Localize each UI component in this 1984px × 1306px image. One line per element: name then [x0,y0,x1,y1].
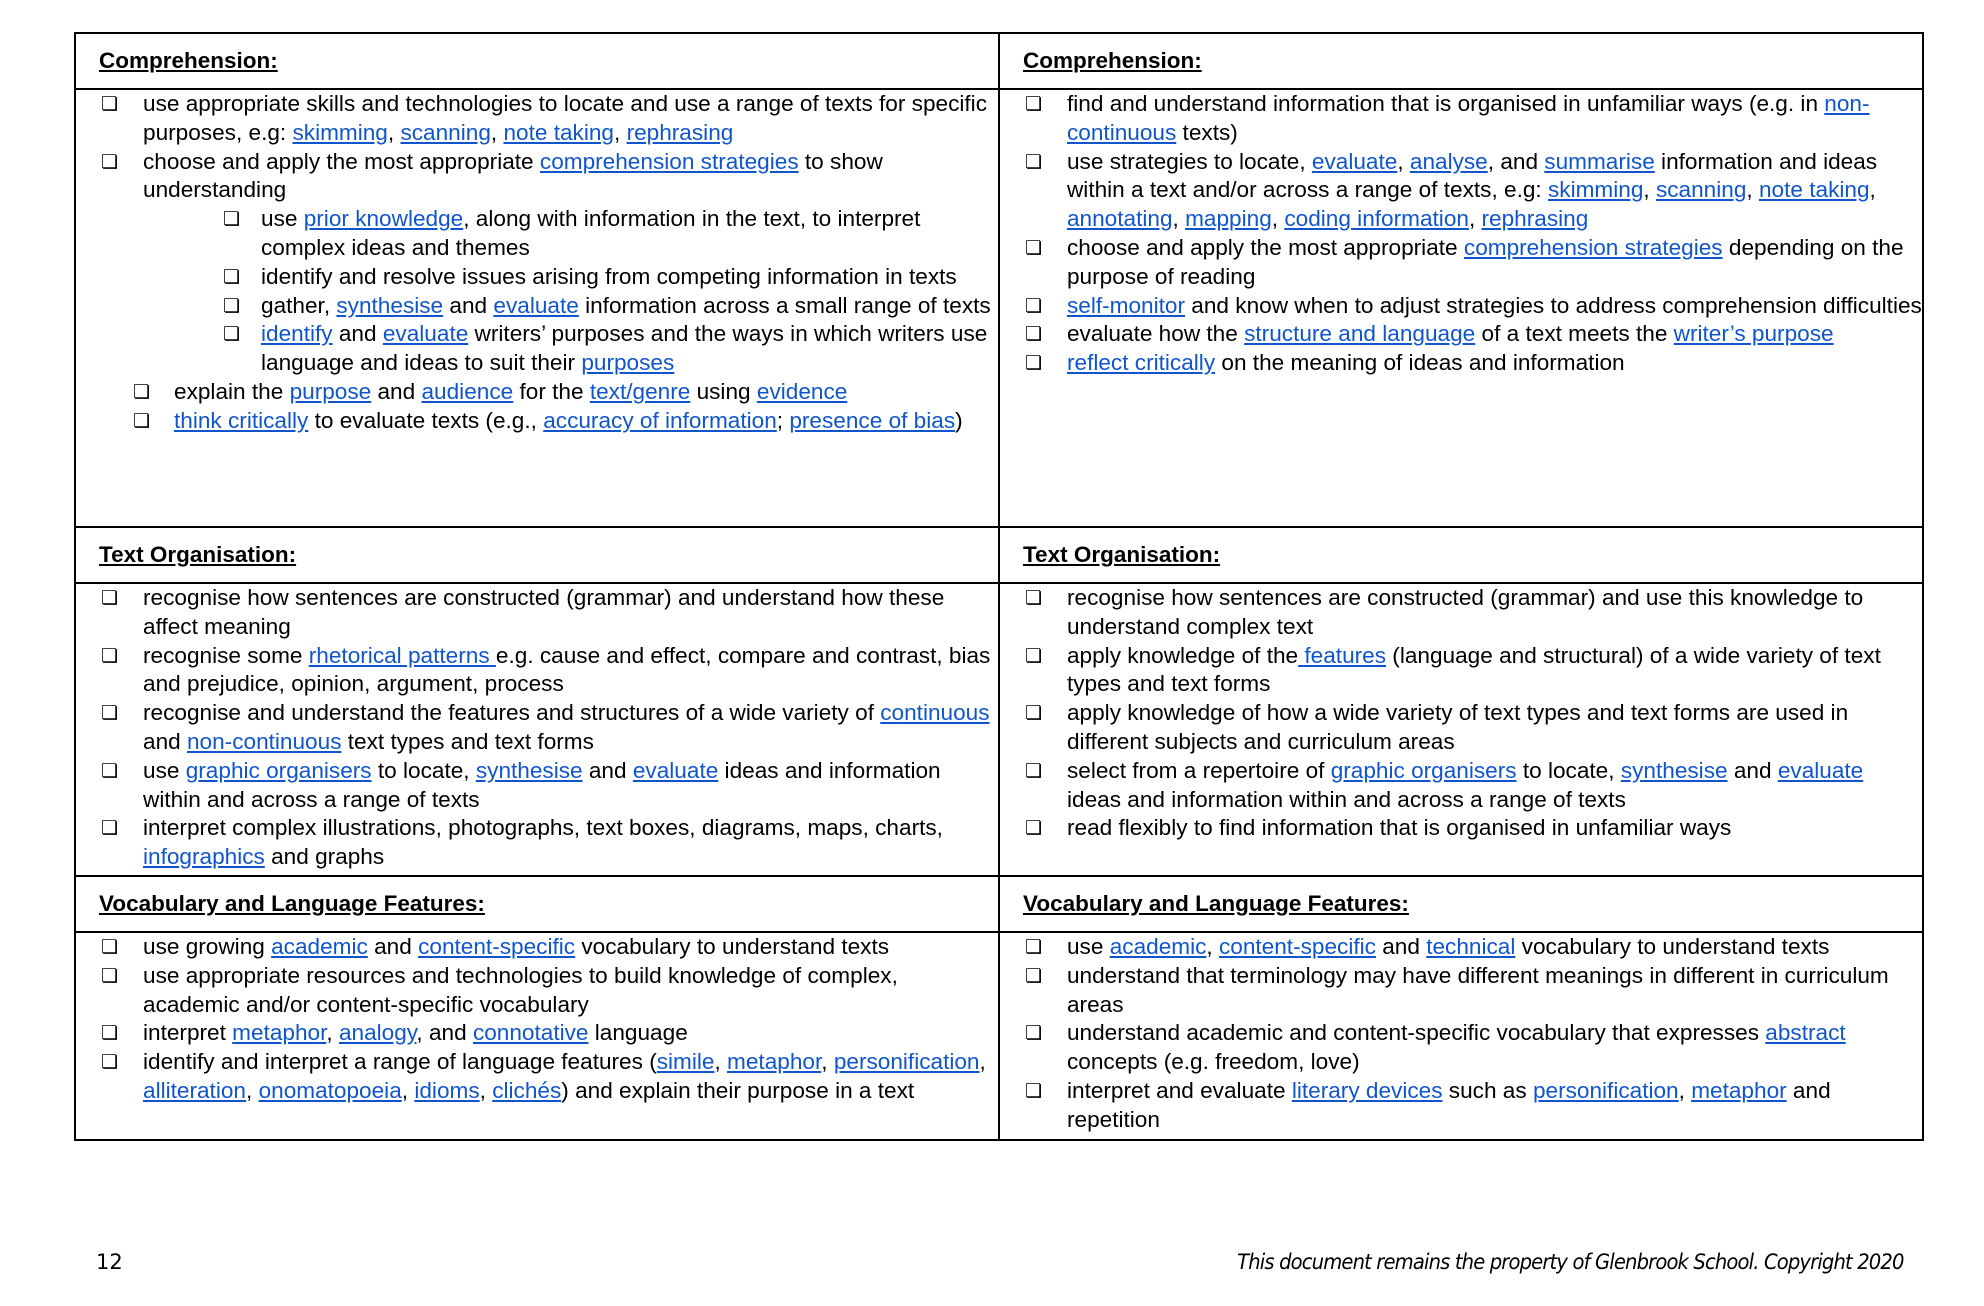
checklist-item [1000,933,1922,962]
item-text: , [1643,177,1656,203]
section-heading-comprehension-right: Comprehension: [1022,48,1202,73]
body-cell-left [75,89,999,527]
body-cell-right [999,932,1923,1140]
item-text: , [714,1049,728,1075]
checkbox-bullet-icon: ❏ [133,409,151,432]
glossary-link[interactable]: prior knowledge [303,206,464,232]
glossary-link[interactable]: evaluate [632,757,719,783]
section-heading-text-organisation-right: Text Organisation: [1022,542,1221,567]
glossary-link[interactable]: graphic organisers [1330,757,1517,783]
item-text: , [246,1077,259,1103]
item-text: , [387,119,401,145]
footer-copyright: This document remains the property of Glenbrook School. Copyright 2020 [1237,1250,1904,1274]
checkbox-bullet-icon: ❏ [1024,759,1043,782]
checkbox-bullet-icon: ❏ [1024,323,1043,346]
item-text: using [690,378,757,404]
item-text: and [1727,757,1778,783]
item-text: (language and structural) of a wide variety of text types and text forms [1066,642,1881,697]
checkbox-bullet-icon: ❏ [1024,352,1043,375]
item-text: evaluate how the [1066,321,1245,347]
item-text: and [1375,934,1427,959]
item-text: , along with information in the text, to interpret complex ideas and themes [261,206,921,260]
item-text: , [490,119,504,145]
item-text: , [479,1077,493,1103]
item-text: and know when to adjust strategies to address comprehension difficulties [1185,292,1922,318]
glossary-link[interactable]: infographics [143,844,265,870]
checkbox-bullet-icon: ❏ [223,265,241,288]
section-heading-vocabulary-left: Vocabulary and Language Features: [99,891,485,916]
glossary-link[interactable]: non-continuous [1066,91,1870,145]
item-text: explain the [174,378,290,404]
item-text: choose and apply the most appropriate [1066,234,1464,260]
glossary-link[interactable]: academic [271,934,368,959]
checkbox-bullet-icon: ❏ [101,93,119,115]
header-cell-right [999,876,1923,932]
glossary-link[interactable]: analogy [338,1020,417,1046]
item-text: to locate, [371,757,476,783]
item-text: select from a repertoire of [1066,757,1331,783]
checklist-text-organisation-left [76,584,998,872]
section-header-row-vocabulary [75,876,1923,932]
glossary-link[interactable]: technical [1426,934,1516,959]
header-cell-right [999,33,1923,89]
glossary-link[interactable]: writer’s purpose [1673,321,1834,347]
item-text: information across a small range of texts [578,292,991,318]
glossary-link[interactable]: connotative [472,1020,589,1046]
item-text: understand academic and content-specific vocabulary that expresses [1066,1020,1766,1046]
glossary-link[interactable]: structure and language [1244,321,1476,347]
section-body-row-vocabulary [75,932,1923,1140]
checkbox-bullet-icon: ❏ [101,702,119,725]
glossary-link[interactable]: skimming [292,119,388,145]
glossary-link[interactable]: synthesise [336,292,444,318]
item-text: texts) [1176,119,1238,145]
item-text: and [582,757,633,783]
checklist-item [76,933,998,962]
item-text: such as [1442,1077,1533,1103]
item-text: ; [776,407,790,433]
section-header-row-comprehension [75,33,1923,89]
item-text: and [443,292,494,318]
item-text: use appropriate resources and technologies to build knowledge of complex, academic and/or content-specific vocabulary [143,962,898,1017]
checklist-item [76,407,998,436]
glossary-link[interactable]: rephrasing [626,119,734,145]
item-text: concepts (e.g. freedom, love) [1066,1049,1360,1075]
glossary-link[interactable]: onomatopoeia [258,1077,402,1103]
item-text: of a text meets the [1475,321,1674,347]
body-cell-left [75,583,999,876]
glossary-link[interactable]: evaluate [382,321,469,347]
item-text: read flexibly to find information that is organised in unfamiliar ways [1066,815,1732,841]
checkbox-bullet-icon: ❏ [1024,236,1043,259]
checklist-item [76,263,998,292]
checkbox-bullet-icon: ❏ [1024,644,1043,667]
checklist-item [1000,1019,1922,1077]
glossary-link[interactable]: scanning [400,119,491,145]
item-text: and [143,728,187,754]
checkbox-bullet-icon: ❏ [1024,936,1043,958]
checklist-item [76,378,998,407]
checkbox-bullet-icon: ❏ [101,150,119,173]
glossary-link[interactable]: skimming [1547,177,1644,203]
glossary-link[interactable]: metaphor [727,1049,822,1075]
checkbox-bullet-icon: ❏ [1024,964,1043,987]
checkbox-bullet-icon: ❏ [133,380,151,403]
glossary-link[interactable]: coding information [1284,206,1469,232]
item-text: apply knowledge of how a wide variety of text types and text forms are used in different subjects and curriculum areas [1066,700,1849,754]
checklist-item [76,292,998,321]
header-cell-left [75,527,999,583]
glossary-link[interactable]: note taking [1758,177,1870,203]
checklist-item [1000,320,1922,349]
glossary-link[interactable]: evidence [756,378,848,404]
glossary-link[interactable]: note taking [503,119,614,145]
glossary-link[interactable]: continuous [880,700,990,726]
curriculum-table [74,32,1924,1141]
item-text: recognise how sentences are constructed (grammar) and use this knowledge to understand complex text [1066,585,1864,639]
checklist-item [1000,148,1922,234]
item-text: use appropriate skills and technologies to locate and use a range of texts for specific purposes, e.g: [143,91,988,145]
glossary-link[interactable]: content-specific [1218,934,1376,959]
checkbox-bullet-icon: ❏ [101,644,119,667]
item-text: interpret complex illustrations, photographs, text boxes, diagrams, maps, charts, [143,815,943,841]
checklist-comprehension-right [1000,90,1922,378]
body-cell-right [999,89,1923,527]
item-text: , [1206,934,1219,959]
item-text: to evaluate texts (e.g., [308,407,544,433]
item-text: choose and apply the most appropriate [143,148,540,174]
item-text: , [979,1049,986,1075]
item-text: use strategies to locate, [1066,148,1312,174]
header-cell-right [999,527,1923,583]
item-text: e.g. cause and effect, compare and contrast, bias and prejudice, opinion, argument, process [143,642,991,697]
glossary-link[interactable]: non-continuous [186,728,342,754]
checklist-item [76,148,998,206]
section-heading-comprehension-left: Comprehension: [99,48,278,73]
glossary-link[interactable]: evaluate [1777,757,1864,783]
item-text: and [367,934,419,959]
glossary-link[interactable]: synthesise [475,757,583,783]
item-text: use [143,757,186,783]
item-text: , [1869,177,1876,203]
item-text: gather, [261,292,337,318]
checkbox-bullet-icon: ❏ [1024,702,1043,725]
item-text: , [821,1049,834,1075]
item-text: and [332,321,383,347]
page-number: 12 [96,1250,123,1274]
item-text: to show understanding [143,148,883,203]
item-text: identify and interpret a range of language features ( [143,1049,657,1075]
item-text: to locate, [1516,757,1621,783]
checklist-comprehension-left [76,90,998,436]
glossary-link[interactable]: personification [1532,1077,1679,1103]
glossary-link[interactable]: reflect critically [1066,350,1216,376]
checklist-item [76,320,998,378]
glossary-link[interactable]: purposes [581,350,675,376]
checkbox-bullet-icon: ❏ [101,817,119,840]
checklist-item [76,699,998,757]
checkbox-bullet-icon: ❏ [1024,1022,1043,1045]
glossary-link[interactable]: features [1298,642,1387,668]
checklist-item [1000,90,1922,148]
glossary-link[interactable]: comprehension strategies [539,148,799,174]
item-text: , and [1487,148,1545,174]
glossary-link[interactable]: annotating [1066,206,1173,232]
item-text: for the [513,378,590,404]
item-text: identify and resolve issues arising from competing information in texts [261,263,957,289]
glossary-link[interactable]: academic [1109,934,1207,959]
item-text: text types and text forms [341,728,594,754]
item-text: , [1468,206,1482,232]
checkbox-bullet-icon: ❏ [223,208,241,231]
header-cell-left [75,33,999,89]
glossary-link[interactable]: evaluate [1311,148,1398,174]
item-text: , [401,1077,415,1103]
checklist-item [76,90,998,148]
glossary-link[interactable]: evaluate [493,292,579,318]
item-text: recognise and understand the features and structures of a wide variety of [143,700,881,726]
item-text: and repetition [1066,1077,1831,1132]
item-text: recognise how sentences are constructed (grammar) and understand how these affect meaning [143,585,945,639]
checklist-item [1000,292,1922,321]
checkbox-bullet-icon: ❏ [101,964,119,987]
item-text: , and [416,1020,473,1046]
item-text: , [1271,206,1285,232]
checklist-item [76,642,998,700]
item-text: find and understand information that is organised in unfamiliar ways (e.g. in [1066,91,1825,116]
glossary-link[interactable]: simile [656,1049,715,1075]
item-text: , [1172,206,1186,232]
checklist-item [1000,1077,1922,1135]
item-text: understand that terminology may have different meanings in different in curriculum areas [1066,962,1889,1017]
checkbox-bullet-icon: ❏ [223,323,241,346]
glossary-link[interactable]: clichés [492,1077,562,1103]
body-cell-right [999,583,1923,876]
item-text: information and ideas within a text and/or across a range of texts, e.g: [1066,148,1878,203]
checkbox-bullet-icon: ❏ [101,936,119,958]
checkbox-bullet-icon: ❏ [1024,587,1043,609]
checklist-vocabulary-right [1000,933,1922,1135]
checklist-item [76,757,998,815]
checkbox-bullet-icon: ❏ [1024,294,1043,317]
glossary-link[interactable]: text/genre [589,378,691,404]
checkbox-bullet-icon: ❏ [101,759,119,782]
checkbox-bullet-icon: ❏ [1024,93,1043,115]
checkbox-bullet-icon: ❏ [101,1051,119,1074]
item-text: ideas and information within and across a range of texts [143,757,941,812]
checkbox-bullet-icon: ❏ [1024,1079,1043,1102]
item-text: depending on the purpose of reading [1066,234,1904,289]
checklist-item [1000,584,1922,642]
section-body-row-text-organisation [75,583,1923,876]
glossary-link[interactable]: mapping [1185,206,1272,232]
item-text: , [1746,177,1759,203]
item-text: writers’ purposes and the ways in which writers use language and ideas to suit their [261,321,988,376]
glossary-link[interactable]: identify [261,321,333,347]
glossary-link[interactable]: metaphor [232,1020,327,1046]
checkbox-bullet-icon: ❏ [1024,817,1043,840]
item-text: interpret and evaluate [1066,1077,1292,1103]
glossary-link[interactable]: personification [833,1049,980,1075]
checkbox-bullet-icon: ❏ [1024,150,1043,173]
header-cell-left [75,876,999,932]
item-text: use [1066,934,1110,959]
item-text: vocabulary to understand texts [575,934,890,959]
item-text: and [371,378,422,404]
item-text: language [588,1020,688,1046]
item-text: , [614,119,627,145]
glossary-link[interactable]: analyse [1409,148,1488,174]
item-text: use [261,206,304,232]
item-text: interpret [143,1020,233,1046]
item-text: ideas and information within and across a range of texts [1066,786,1626,812]
glossary-link[interactable]: rhetorical patterns [308,642,496,668]
item-text: , [1397,148,1410,174]
glossary-link[interactable]: think critically [174,407,309,433]
glossary-link[interactable]: purpose [289,378,372,404]
glossary-link[interactable]: graphic organisers [185,757,372,783]
item-text: ) and explain their purpose in a text [561,1077,915,1103]
checklist-item [76,814,998,872]
item-text: use growing [143,934,272,959]
checkbox-bullet-icon: ❏ [223,294,241,317]
item-text: and graphs [264,844,385,870]
glossary-link[interactable]: literary devices [1291,1077,1443,1103]
glossary-link[interactable]: accuracy of information [543,407,777,433]
checklist-item [1000,234,1922,292]
glossary-link[interactable]: audience [421,378,514,404]
checklist-item [1000,962,1922,1020]
checklist-item [1000,349,1922,378]
item-text: vocabulary to understand texts [1515,934,1830,959]
glossary-link[interactable]: self-monitor [1066,292,1186,318]
checklist-item [1000,757,1922,815]
glossary-link[interactable]: idioms [414,1077,480,1103]
glossary-link[interactable]: abstract [1765,1020,1846,1046]
checkbox-bullet-icon: ❏ [101,1022,119,1045]
item-text: , [1678,1077,1692,1103]
glossary-link[interactable]: rephrasing [1481,206,1589,232]
section-body-row-comprehension [75,89,1923,527]
checklist-item [1000,699,1922,757]
section-header-row-text-organisation [75,527,1923,583]
section-heading-text-organisation-left: Text Organisation: [99,542,297,567]
item-text: apply knowledge of the [1066,642,1299,668]
glossary-link[interactable]: content-specific [418,934,576,959]
glossary-link[interactable]: metaphor [1691,1077,1787,1103]
checklist-item [76,205,998,263]
item-text: , [326,1020,339,1046]
checklist-item [76,1048,998,1106]
glossary-link[interactable]: synthesise [1620,757,1728,783]
checklist-item [1000,814,1922,843]
glossary-link[interactable]: comprehension strategies [1463,234,1723,260]
checklist-item [76,584,998,642]
checklist-item [1000,642,1922,700]
checklist-text-organisation-right [1000,584,1922,843]
body-cell-left [75,932,999,1140]
glossary-link[interactable]: scanning [1655,177,1747,203]
checklist-vocabulary-left [76,933,998,1106]
item-text: on the meaning of ideas and information [1215,350,1625,376]
glossary-link[interactable]: summarise [1544,148,1655,174]
item-text: ) [955,407,963,433]
glossary-link[interactable]: presence of bias [789,407,956,433]
item-text: recognise some [143,642,309,668]
checklist-item [76,1019,998,1048]
glossary-link[interactable]: alliteration [143,1077,246,1103]
section-heading-vocabulary-right: Vocabulary and Language Features: [1022,891,1409,916]
checkbox-bullet-icon: ❏ [101,587,119,609]
checklist-item [76,962,998,1020]
